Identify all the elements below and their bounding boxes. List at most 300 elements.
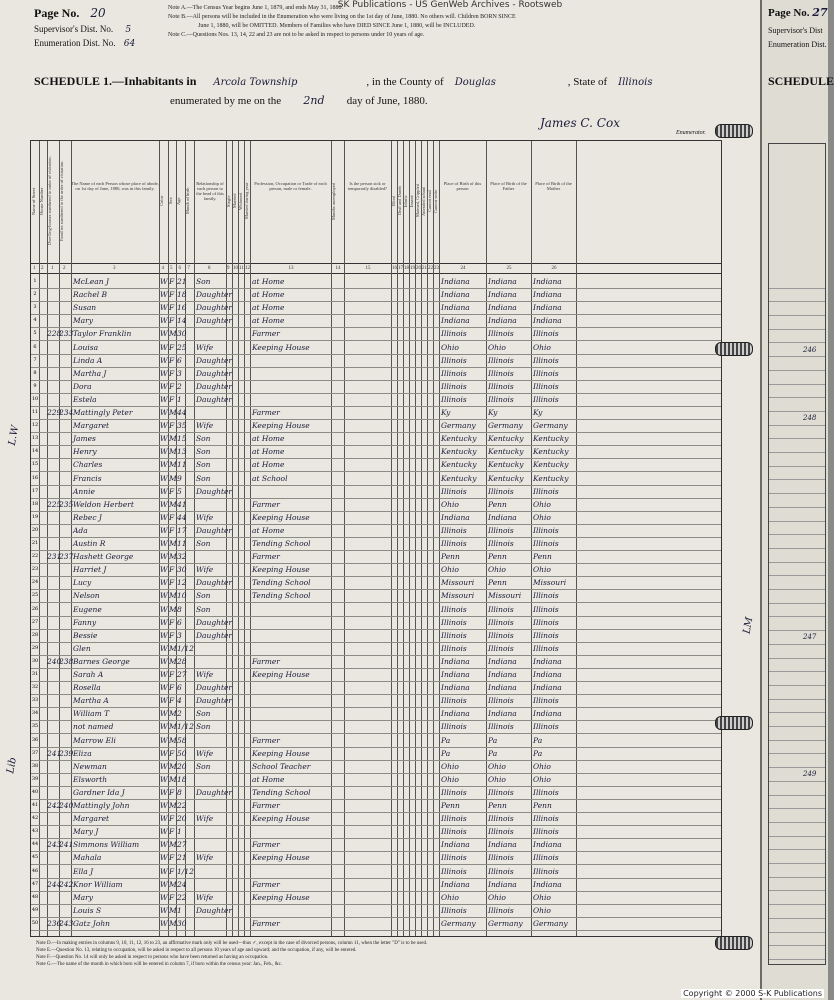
color: W [160, 303, 168, 313]
column-number: 23 [434, 266, 439, 271]
line-number: 20 [31, 526, 39, 533]
relationship: Wife [196, 512, 214, 522]
mother-birthplace: Kentucky [533, 460, 569, 470]
color: W [160, 329, 168, 339]
line-number: 24 [31, 579, 39, 586]
dwelling-number [47, 314, 59, 327]
birthplace: Illinois [441, 539, 467, 548]
column-number: 6 [178, 266, 181, 271]
person-name: Mattingly Peter [73, 408, 133, 417]
page2-row [769, 630, 825, 645]
age: 8 [177, 787, 182, 797]
line-number: 38 [31, 762, 39, 769]
line-number: 11 [31, 409, 39, 415]
mother-birthplace: Indiana [533, 656, 562, 666]
relationship: Daughter [196, 683, 232, 693]
color: W [160, 748, 168, 758]
relationship: Daughter [196, 787, 232, 797]
color: W [160, 617, 168, 627]
age: 30 [177, 565, 187, 575]
family-number [59, 472, 71, 485]
occupation: Keeping House [252, 853, 310, 863]
enumerated-day: 2nd [303, 94, 325, 107]
age: 1/12 [177, 643, 194, 653]
sex: F [169, 486, 175, 496]
color: W [160, 578, 168, 588]
birthplace: Illinois [441, 722, 467, 732]
sex: M [169, 761, 177, 771]
page2-page-number: Page No. 27 [768, 6, 828, 19]
father-birthplace: Ohio [488, 774, 506, 784]
table-row [31, 812, 721, 826]
dwelling-number [47, 734, 59, 747]
family-number [59, 563, 71, 576]
birthplace: Germany [441, 421, 476, 431]
family-number [59, 760, 71, 773]
person-name: Louis S [73, 905, 102, 915]
occupation [252, 616, 331, 629]
page2-row [769, 863, 825, 878]
dwelling-number [47, 341, 59, 354]
page2-row [769, 877, 825, 892]
occupation: at Home [252, 277, 285, 286]
line-number: 15 [31, 461, 39, 468]
family-number [59, 720, 71, 733]
occupation: Tending School [252, 539, 311, 548]
family-number [59, 589, 71, 602]
age: 3 [177, 368, 182, 378]
table-row [31, 432, 721, 446]
mother-birthplace: Penn [533, 552, 552, 562]
dwelling-number [47, 354, 59, 367]
father-birthplace: Illinois [488, 539, 514, 548]
line-number: 16 [31, 474, 39, 481]
person-name: Nelson [73, 591, 100, 601]
mother-birthplace: Illinois [533, 355, 559, 365]
occupation [252, 720, 331, 733]
dwelling-number [47, 537, 59, 550]
line-number: 22 [31, 553, 39, 560]
occupation: Farmer [252, 918, 280, 928]
birthplace: Ohio [441, 774, 459, 784]
line-number: 12 [31, 422, 39, 429]
relationship: Son [196, 591, 211, 601]
dwelling-number [47, 629, 59, 642]
mother-birthplace: Illinois [533, 853, 559, 863]
color: W [160, 381, 168, 391]
relationship: Wife [196, 853, 214, 863]
color: W [160, 722, 168, 732]
birthplace: Missouri [441, 591, 475, 601]
sex: F [169, 787, 175, 797]
occupation: Tending School [252, 578, 311, 588]
line-number: 30 [31, 657, 39, 664]
page2-row [769, 480, 825, 495]
mother-birthplace: Illinois [533, 394, 559, 404]
person-name: Bessie [73, 630, 98, 640]
age: 16 [177, 303, 187, 313]
age: 20 [177, 814, 187, 824]
age: 15 [177, 434, 187, 444]
occupation [252, 485, 331, 498]
table-row [31, 904, 721, 918]
birthplace: Ohio [441, 761, 459, 771]
birthplace: Indiana [441, 316, 470, 326]
person-name: Estela [73, 394, 97, 404]
color: W [160, 656, 168, 666]
line-number: 14 [31, 448, 39, 455]
birthplace: Illinois [441, 368, 467, 378]
person-name: Rachel B [73, 290, 108, 300]
page2-row [769, 301, 825, 316]
sex: M [169, 329, 177, 339]
color: W [160, 683, 168, 693]
table-row [31, 642, 721, 656]
column-number: 12 [245, 266, 250, 271]
color: W [160, 630, 168, 640]
table-row [31, 511, 721, 525]
binder-ring [715, 716, 753, 730]
age: 2 [177, 709, 182, 719]
line-number: 7 [33, 356, 37, 363]
birthplace: Missouri [441, 578, 475, 588]
column-header: House Number [39, 187, 44, 215]
page2-row [769, 452, 825, 467]
father-birthplace: Illinois [488, 905, 514, 915]
page2-row [769, 822, 825, 837]
father-birthplace: Illinois [488, 696, 514, 706]
sex: F [169, 617, 175, 627]
relationship: Wife [196, 565, 214, 575]
relationship [196, 642, 226, 655]
color: W [160, 512, 168, 522]
table-row [31, 786, 721, 800]
column-number: 17 [398, 266, 403, 271]
column-header: Married [232, 193, 237, 209]
person-name: Dora [73, 381, 92, 391]
age: 8 [177, 604, 182, 614]
page2-row [769, 767, 825, 782]
line-number: 37 [31, 749, 39, 756]
table-row [31, 524, 721, 538]
enumerator-signature: James C. Cox [540, 116, 620, 130]
father-birthplace: Indiana [488, 303, 517, 313]
line-number: 23 [31, 566, 39, 573]
father-birthplace: Illinois [488, 722, 514, 732]
family-number: 237 [59, 552, 74, 562]
occupation: Keeping House [252, 421, 310, 431]
birthplace: Illinois [441, 787, 467, 797]
page2-row [769, 849, 825, 864]
copyright-notice: Copyright © 2000 S-K Publications [683, 989, 822, 998]
person-name: Harriet J [73, 565, 107, 575]
family-number [59, 576, 71, 589]
color: W [160, 355, 168, 365]
father-birthplace: Kentucky [488, 473, 524, 483]
mother-birthplace: Kentucky [533, 434, 569, 444]
family-number [59, 865, 71, 878]
line-number: 43 [31, 828, 39, 835]
line-number: 33 [31, 697, 39, 704]
color: W [160, 801, 168, 810]
age: 1 [177, 827, 182, 837]
color: W [160, 696, 168, 706]
occupation: Keeping House [252, 670, 310, 679]
column-header: Month of birth [185, 187, 190, 215]
father-birthplace: Indiana [488, 512, 517, 522]
mother-birthplace: Ohio [533, 565, 551, 575]
mother-birthplace: Indiana [533, 277, 562, 286]
column-header: Is the person sick or temporarily disabled? [347, 181, 388, 191]
sex: F [169, 578, 175, 588]
age: 50 [177, 748, 187, 758]
color: W [160, 827, 168, 837]
column-header: Age [176, 197, 181, 205]
column-header: Months unemployed [331, 182, 336, 220]
person-name: Glen [73, 643, 91, 653]
person-name: Mary [73, 892, 93, 902]
line-number: 50 [31, 919, 39, 926]
father-birthplace: Indiana [488, 709, 517, 719]
table-row [31, 485, 721, 499]
mother-birthplace: Ohio [533, 499, 551, 509]
person-name: Gardner Ida J [73, 787, 125, 797]
father-birthplace: Penn [488, 499, 507, 509]
page2-table [768, 143, 826, 965]
birthplace: Illinois [441, 696, 467, 706]
sex: M [169, 591, 177, 601]
color: W [160, 473, 168, 483]
relationship [196, 825, 226, 838]
family-number [59, 681, 71, 694]
age: 2 [177, 381, 182, 391]
birthplace: Illinois [441, 355, 467, 365]
relationship: Son [196, 460, 211, 470]
color: W [160, 761, 168, 771]
father-birthplace: Indiana [488, 840, 517, 850]
age: 30 [177, 329, 187, 339]
column-number: 21 [422, 266, 427, 271]
age: 22 [177, 801, 187, 810]
page2-dwelling-number: 248 [803, 414, 817, 422]
dwelling-number: 243 [47, 840, 62, 850]
father-birthplace: Illinois [488, 355, 514, 365]
dwelling-number [47, 904, 59, 917]
page2-row [769, 384, 825, 399]
person-name: Rosella [73, 683, 101, 693]
family-number [59, 694, 71, 707]
dwelling-number [47, 694, 59, 707]
sex: M [169, 656, 177, 666]
sex: M [169, 801, 177, 810]
column-header: Maimed, Crippled [415, 184, 420, 218]
dwelling-number [47, 445, 59, 458]
sex: F [169, 381, 175, 391]
dwelling-number [47, 891, 59, 904]
column-number: 9 [227, 266, 230, 271]
family-number [59, 301, 71, 314]
occupation: School Teacher [252, 761, 311, 771]
mother-birthplace: Indiana [533, 670, 562, 679]
age: 11 [177, 460, 187, 470]
occupation: at Home [252, 460, 285, 470]
line-number: 13 [31, 435, 39, 442]
dwelling-number [47, 773, 59, 786]
family-number [59, 341, 71, 354]
mother-birthplace: Germany [533, 421, 568, 431]
supervisor-district: Supervisor's Dist. No. 5 [34, 24, 132, 35]
relationship: Daughter [196, 486, 232, 496]
column-number: 26 [551, 266, 557, 271]
age: 18 [177, 774, 187, 784]
column-header: Married during year [244, 182, 249, 220]
relationship: Daughter [196, 303, 232, 313]
family-number: 242 [59, 879, 74, 889]
person-name: Mary [73, 316, 93, 326]
column-number: 20 [416, 266, 421, 271]
person-name: Linda A [73, 355, 103, 365]
dwelling-number [47, 485, 59, 498]
person-name: Annie [73, 486, 95, 496]
dwelling-number [47, 472, 59, 485]
person-name: Simmons William [73, 840, 140, 850]
mother-birthplace: Illinois [533, 591, 559, 601]
dwelling-number [47, 589, 59, 602]
family-number [59, 825, 71, 838]
family-number [59, 393, 71, 406]
column-number: 11 [239, 266, 244, 271]
occupation: Keeping House [252, 342, 310, 352]
birthplace: Ohio [441, 892, 459, 902]
father-birthplace: Ohio [488, 892, 506, 902]
table-row [31, 878, 721, 892]
age: 35 [177, 421, 187, 431]
sex: M [169, 774, 177, 784]
table-row [31, 917, 721, 931]
line-number: 46 [31, 867, 39, 874]
person-name: Mahala [73, 853, 102, 863]
color: W [160, 787, 168, 797]
relationship [196, 799, 226, 812]
color: W [160, 408, 168, 417]
page2-supervisor: Supervisor's Dist [768, 26, 823, 35]
father-birthplace: Ohio [488, 565, 506, 575]
sex: M [169, 879, 177, 889]
family-number [59, 773, 71, 786]
color: W [160, 604, 168, 614]
dwelling-number [47, 812, 59, 825]
dwelling-number [47, 642, 59, 655]
sex: F [169, 290, 175, 300]
dwelling-number: 228 [47, 329, 62, 339]
line-number: 48 [31, 893, 39, 900]
line-number: 6 [33, 343, 37, 350]
column-number: 3 [113, 266, 116, 271]
birthplace: Pa [441, 748, 451, 758]
father-birthplace: Illinois [488, 368, 514, 378]
dwelling-number [47, 563, 59, 576]
page2-dwelling-number: 246 [803, 345, 817, 354]
page2-row [769, 945, 825, 960]
mother-birthplace: Illinois [533, 525, 559, 535]
person-name: James [73, 434, 96, 444]
sex: F [169, 342, 175, 352]
relationship [196, 878, 226, 891]
color: W [160, 905, 168, 915]
birthplace: Penn [441, 801, 460, 810]
mother-birthplace: Illinois [533, 486, 559, 496]
color: W [160, 460, 168, 470]
age: 6 [177, 355, 182, 365]
dwelling-number [47, 458, 59, 471]
color: W [160, 486, 168, 496]
sex: M [169, 905, 177, 915]
mother-birthplace: Kentucky [533, 447, 569, 457]
column-number: 1 [51, 266, 54, 271]
line-number: 1 [33, 278, 37, 284]
birthplace: Ohio [441, 499, 459, 509]
birthplace: Illinois [441, 814, 467, 824]
age: 10 [177, 591, 187, 601]
table-row [31, 380, 721, 394]
relationship: Son [196, 604, 211, 614]
color: W [160, 670, 168, 679]
age: 6 [177, 617, 182, 627]
line-number: 44 [31, 841, 39, 848]
mother-birthplace: Indiana [533, 316, 562, 326]
sex: M [169, 447, 177, 457]
dwelling-number: 241 [47, 748, 62, 758]
father-birthplace: Illinois [488, 827, 514, 837]
column-number: 13 [288, 266, 294, 271]
page2-row [769, 343, 825, 358]
relationship: Son [196, 434, 211, 444]
sex: F [169, 670, 175, 679]
column-header: Attended school [421, 186, 426, 216]
state: Illinois [618, 77, 653, 88]
line-number: 10 [31, 395, 39, 402]
table-row [31, 406, 721, 420]
father-birthplace: Indiana [488, 879, 517, 889]
dwelling-number [47, 367, 59, 380]
sex: F [169, 630, 175, 640]
person-name: Eliza [73, 748, 92, 758]
family-number [59, 314, 71, 327]
relationship: Wife [196, 748, 214, 758]
sex: F [169, 421, 175, 431]
occupation [252, 354, 331, 367]
person-name: Elsworth [73, 774, 108, 784]
column-header: Profession, Occupation or Trade of each person, male or female. [254, 181, 327, 191]
birthplace: Indiana [441, 512, 470, 522]
color: W [160, 892, 168, 902]
column-number: 15 [365, 266, 371, 271]
mother-birthplace: Illinois [533, 814, 559, 824]
father-birthplace: Indiana [488, 316, 517, 326]
relationship: Daughter [196, 578, 232, 588]
mother-birthplace: Kentucky [533, 473, 569, 483]
family-number [59, 354, 71, 367]
occupation [252, 681, 331, 694]
person-name: Ella J [73, 866, 94, 876]
occupation: at Home [252, 774, 285, 784]
birthplace: Illinois [441, 630, 467, 640]
birthplace: Illinois [441, 827, 467, 837]
enumerated-line: enumerated by me on the 2nd day of June, 1880. [170, 94, 428, 107]
dwelling-number: 244 [47, 879, 62, 889]
birthplace: Illinois [441, 604, 467, 614]
occupation: at Home [252, 447, 285, 457]
